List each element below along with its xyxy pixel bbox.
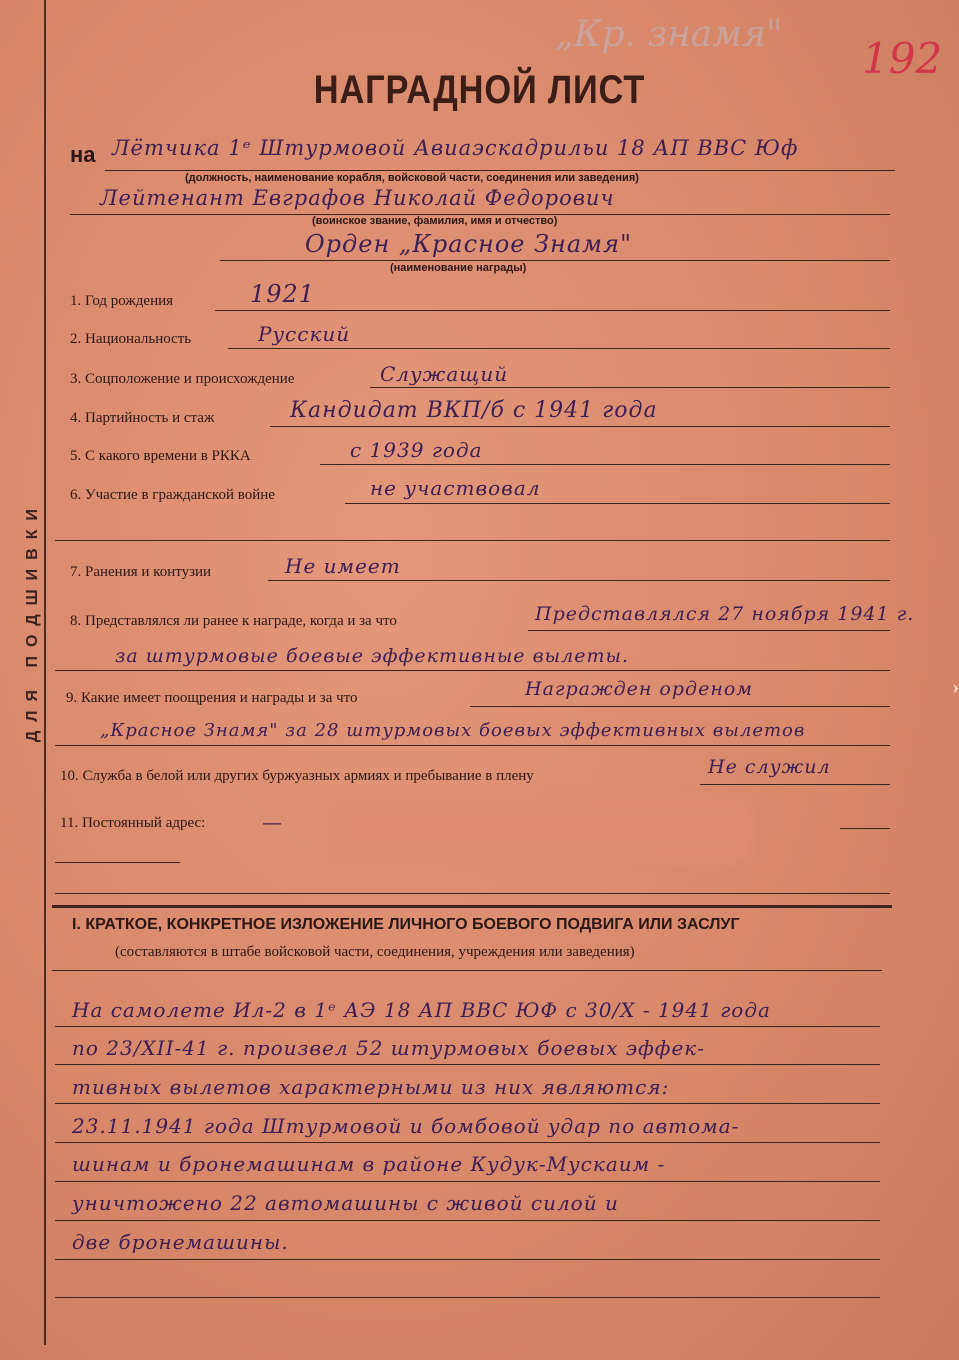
narrative-rule xyxy=(55,1142,880,1143)
award-value: Орден „Красное Знамя" xyxy=(305,230,632,258)
field-line xyxy=(55,745,890,746)
field-line xyxy=(470,706,890,707)
field-prev-award-value: Представлялся 27 ноября 1941 г. xyxy=(535,603,915,625)
narrative-line: уничтожено 22 автомашины с живой силой и xyxy=(72,1191,619,1215)
field-line xyxy=(528,630,890,631)
field-white-army-value: Не служил xyxy=(708,756,831,778)
field-rewards-value: Награжден орденом xyxy=(525,678,754,700)
field-line xyxy=(320,464,890,465)
redacted-area xyxy=(330,800,750,860)
field-party-value: Кандидат ВКП/б с 1941 года xyxy=(290,398,658,423)
field-social-label: 3. Соцположение и происхождение xyxy=(70,371,295,387)
binding-margin-text: ДЛЯ ПОДШИВКИ xyxy=(24,500,41,743)
section-title: I. КРАТКОЕ, КОНКРЕТНОЕ ИЗЛОЖЕНИЕ ЛИЧНОГО БОЕВОГО ПОДВИГА ИЛИ ЗАСЛУГ xyxy=(72,916,740,933)
field-line xyxy=(268,580,890,581)
na-label: на xyxy=(70,142,96,167)
field-prev-award-label: 8. Представлялся ли ранее к награде, когда и за что xyxy=(70,613,397,629)
narrative-line: На самолете Ил-2 в 1ᵉ АЭ 18 АП ВВС ЮФ с 30/X - 1941 года xyxy=(72,998,771,1022)
section-line xyxy=(52,970,882,971)
field-line xyxy=(55,862,180,863)
field-rewards-value-2: „Красное Знамя" за 28 штурмовых боевых эффективных вылетов xyxy=(100,720,806,741)
award-line xyxy=(220,260,890,261)
narrative-rule xyxy=(55,1103,880,1104)
field-line xyxy=(840,828,890,829)
field-party-label: 4. Партийность и стаж xyxy=(70,410,215,426)
field-birth-year-label: 1. Год рождения xyxy=(70,293,174,309)
field-nationality-label: 2. Национальность xyxy=(70,331,192,347)
binding-margin-line xyxy=(44,0,46,1345)
section-divider xyxy=(52,905,892,908)
field-line xyxy=(55,670,890,671)
field-line xyxy=(370,387,890,388)
narrative-line: по 23/XII-41 г. произвел 52 штурмовых боевых эффек- xyxy=(72,1036,705,1060)
narrative-rule xyxy=(55,1297,880,1298)
field-birth-year-value: 1921 xyxy=(250,280,316,308)
name-value: Лейтенант Евграфов Николай Федорович xyxy=(100,186,615,210)
field-civil-war-label: 6. Участие в гражданской войне xyxy=(70,487,275,503)
narrative-rule xyxy=(55,1181,880,1182)
field-social-value: Служащий xyxy=(380,362,509,386)
field-rkka-label: 5. С какого времени в РККА xyxy=(70,448,251,464)
field-rkka-value: с 1939 года xyxy=(350,438,483,462)
field-line xyxy=(270,426,890,427)
field-line xyxy=(228,348,890,349)
narrative-rule xyxy=(55,1259,880,1260)
field-white-army-label: 10. Служба в белой или других буржуазных армиях и пребывание в плену xyxy=(60,768,534,784)
award-caption: (наименование награды) xyxy=(390,262,527,274)
chevron-right-icon[interactable]: › xyxy=(952,676,959,698)
field-civil-war-value: не участвовал xyxy=(370,476,541,500)
name-caption: (воинское звание, фамилия, имя и отчество) xyxy=(312,215,558,227)
field-nationality-value: Русский xyxy=(258,322,351,346)
position-line xyxy=(105,170,895,171)
field-line xyxy=(700,784,890,785)
position-value: Лётчика 1ᵉ Штурмовой Авиаэскадрильи 18 АП ВВС Юф xyxy=(112,136,799,160)
position-caption: (должность, наименование корабля, войсковой части, соединения или заведения) xyxy=(185,172,639,184)
field-prev-award-value-2: за штурмовые боевые эффективные вылеты. xyxy=(115,645,629,667)
narrative-line: шинам и бронемашинам в районе Кудук-Мускаим - xyxy=(72,1152,666,1176)
field-rewards-label: 9. Какие имеет поощрения и награды и за что xyxy=(66,690,358,706)
field-line xyxy=(345,503,890,504)
field-line xyxy=(215,310,890,311)
narrative-line: 23.11.1941 года Штурмовой и бомбовой удар по автома- xyxy=(72,1114,740,1138)
sheet-number: 192 xyxy=(862,34,943,83)
handwritten-stamp: „Кр. знамя" xyxy=(555,14,783,55)
field-address-value: — xyxy=(262,810,283,834)
field-line xyxy=(55,540,890,541)
narrative-rule xyxy=(55,1026,880,1027)
field-wounds-value: Не имеет xyxy=(285,554,401,578)
section-subtitle: (составляются в штабе войсковой части, соединения, учреждения или заведения) xyxy=(115,944,635,960)
narrative-line: тивных вылетов характерными из них являются: xyxy=(72,1075,670,1099)
field-address-label: 11. Постоянный адрес: xyxy=(60,815,206,831)
field-wounds-label: 7. Ранения и контузии xyxy=(70,564,212,580)
narrative-rule xyxy=(55,1064,880,1065)
narrative-rule xyxy=(55,1220,880,1221)
document-title: НАГРАДНОЙ ЛИСТ xyxy=(313,68,646,112)
narrative-line: две бронемашины. xyxy=(72,1230,289,1254)
field-line xyxy=(55,893,890,894)
